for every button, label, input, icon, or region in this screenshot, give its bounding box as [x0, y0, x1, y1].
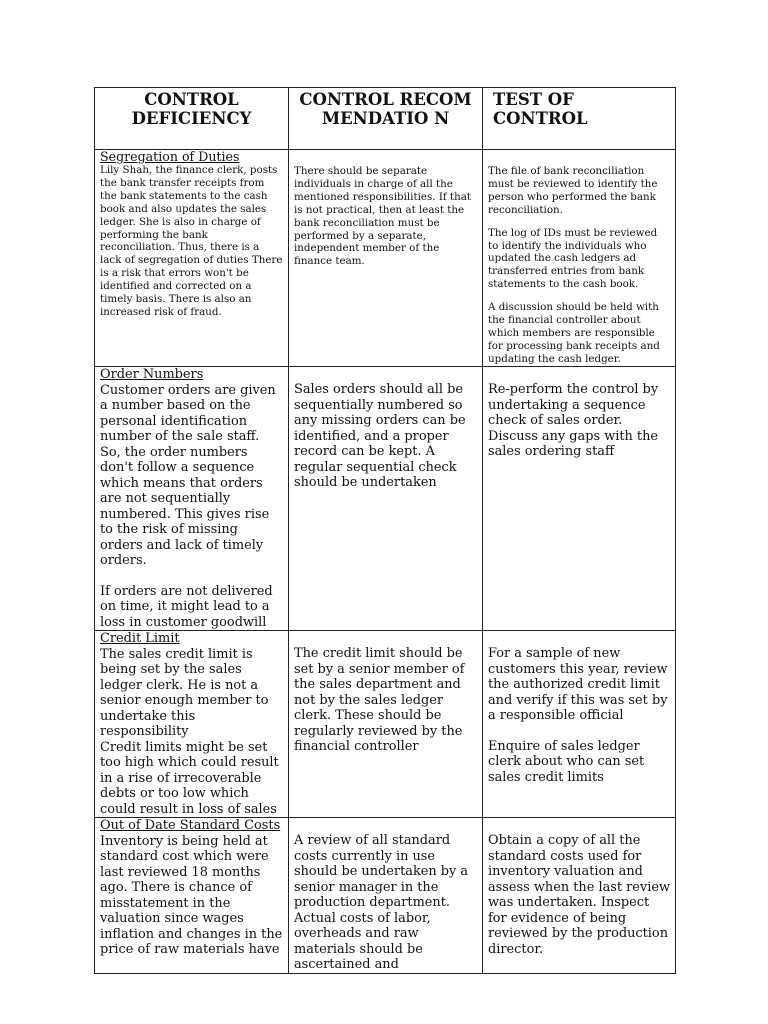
table-row — [95, 818, 676, 974]
recommendation-text: Actual costs of labor, overheads and raw materials should be ascertained and — [294, 910, 431, 972]
recommendation-cell — [289, 150, 483, 367]
test-text: The log of IDs must be reviewed to identify the individuals who updated the cash ledgers ad transferred entries from bank statements to the cash book. — [488, 226, 658, 291]
header-test-of-control: TEST OF CONTROL — [483, 88, 676, 150]
recommendation-text: A review of all standard costs currently in use should be undertaken by a senior manager in the production department. — [294, 833, 469, 910]
test-text: For a sample of new customers this year, review the authorized credit limit and verify if this was set by a responsible official — [488, 646, 668, 723]
test-text: The file of bank reconciliation must be reviewed to identify the person who performed the bank reconciliation. — [488, 165, 658, 216]
deficiency-text: Lily Shah, the finance clerk, posts the bank transfer receipts from the bank statements to the cash book and also updates the sales ledger. She is also in charge of performing the bank reconciliation. Thus, there is a lack of segregation of duties There is a risk that errors won't be identified and corrected on a timely basis. There is also an increased risk of fraud. — [100, 164, 283, 318]
recommendation-text: The credit limit should be set by a senior member of the sales department and not by the sales ledger clerk. These should be regularly reviewed by the financial controller — [294, 646, 465, 754]
table-row — [95, 631, 676, 818]
header-row — [95, 88, 676, 150]
recommendation-cell — [289, 367, 483, 631]
deficiency-text: The sales credit limit is being set by the sales ledger clerk. He is not a senior enough member to undertake this responsibility — [100, 646, 269, 739]
document-page — [94, 87, 675, 972]
recommendation-text: Sales orders should all be sequentially numbered so any missing orders can be identified, and a proper record can be kept. A regular sequential check should be undertaken — [294, 382, 466, 490]
table-row — [95, 367, 676, 631]
header-control-deficiency: CONTROL DEFICIENCY — [95, 88, 289, 150]
recommendation-text: There should be separate individuals in charge of all the mentioned responsibilities. If that is not practical, then at least the bank reconciliation must be performed by a separate, independent member of the finance team. — [294, 165, 472, 268]
row-title: Out of Date Standard Costs — [100, 818, 281, 833]
deficiency-cell — [95, 818, 289, 974]
test-cell — [483, 367, 676, 631]
test-cell — [483, 150, 676, 367]
row-title: Segregation of Duties — [100, 149, 240, 164]
test-text: A discussion should be held with the financial controller about which members are responsible for processing bank receipts and updating the cash ledger. — [488, 301, 660, 365]
deficiency-text: Customer orders are given a number based on the personal identification number of the sale staff. So, the order numbers don't follow a sequence which means that orders are not sequentially numbered. This gives rise to the risk of missing orders and lack of timely orders. — [100, 382, 276, 568]
deficiency-text: If orders are not delivered on time, it might lead to a loss in customer goodwill — [100, 583, 273, 630]
test-text: Re-perform the control by undertaking a sequence check of sales order. Discuss any gaps with the sales ordering staff — [488, 382, 659, 459]
deficiency-cell — [95, 150, 289, 367]
test-cell — [483, 631, 676, 818]
deficiency-cell — [95, 631, 289, 818]
test-text: Enquire of sales ledger clerk about who can set sales credit limits — [488, 738, 645, 785]
row-title: Order Numbers — [100, 367, 204, 382]
test-text: Obtain a copy of all the standard costs used for inventory valuation and assess when the last review was undertaken. Inspect for evidence of being reviewed by the production director. — [488, 833, 671, 957]
table-row — [95, 150, 676, 367]
row-title: Credit Limit — [100, 631, 180, 646]
deficiency-text: Credit limits might be set too high which could result in a rise of irrecoverable debts or too low which could result in loss of sales — [100, 739, 279, 817]
deficiency-cell — [95, 367, 289, 631]
recommendation-cell — [289, 631, 483, 818]
recommendation-cell — [289, 818, 483, 974]
deficiency-text: Inventory is being held at standard cost which were last reviewed 18 months ago. There is chance of misstatement in the valuation since wages inflation and changes in the price of raw materials have — [100, 833, 283, 957]
controls-table — [94, 87, 676, 974]
test-cell — [483, 818, 676, 974]
header-control-recommendation: CONTROL RECOMMENDATIO N — [289, 88, 483, 150]
